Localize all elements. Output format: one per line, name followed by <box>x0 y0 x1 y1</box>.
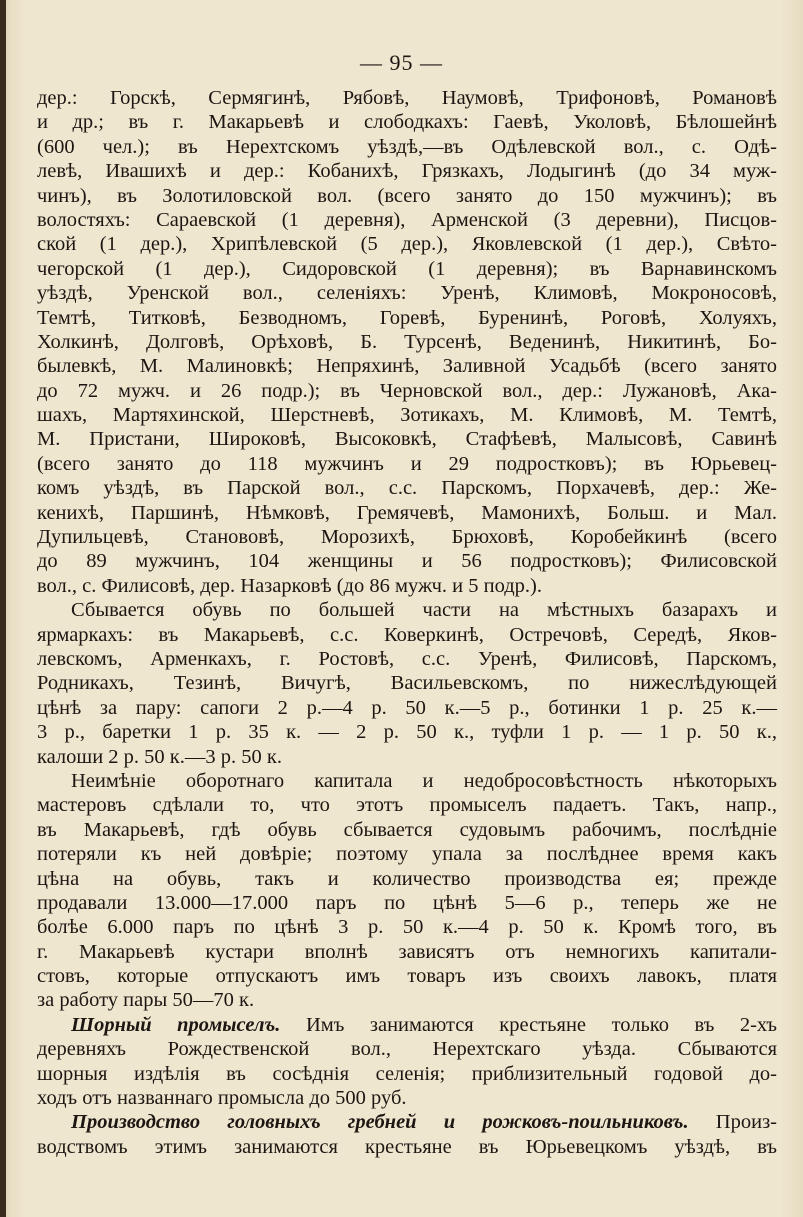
text-line: вол., с. Филисовѣ, дер. Назарковѣ (до 86 мужч. и 5 подр.). <box>37 574 543 597</box>
text-line: цѣна на обувь, такъ и количество производства ея; прежде <box>37 867 777 890</box>
text-line: кенихѣ, Паршинѣ, Нѣмковѣ, Гремячевѣ, Мамонихѣ, Больш. и Мал. <box>37 501 777 524</box>
text-line: Дупильцевѣ, Станововѣ, Морозихѣ, Брюховѣ, Коробейкинѣ (всего <box>37 526 777 549</box>
text-line: волостяхъ: Сараевской (1 деревня), Арменской (3 деревни), Писцов- <box>37 208 777 231</box>
text-line: былевкѣ, М. Малиновкѣ; Непряхинѣ, Заливной Усадьбѣ (всего занято <box>37 355 777 378</box>
section-heading-combs: Производство головныхъ гребней и рожковъ-поильниковъ. <box>71 1111 689 1134</box>
text-line: М. Пристани, Широковѣ, Высоковкѣ, Стафѣевѣ, Малысовѣ, Савинѣ <box>37 428 777 451</box>
text-line: (600 чел.); въ Нерехтскомъ уѣздѣ,—въ Одѣлевской вол., с. Одѣ- <box>37 135 777 158</box>
paragraph-sales <box>37 598 777 769</box>
section-heading-harness: Шорный промыселъ. <box>71 1013 281 1036</box>
text-line: чинъ), въ Золотиловской вол. (всего занято до 150 мужчинъ); въ <box>37 184 777 207</box>
text-line: за работу пары 50—70 к. <box>37 989 255 1012</box>
text-line: комъ уѣздѣ, въ Парской вол., с.с. Парскомъ, Порхачевѣ, дер.: Же- <box>37 477 777 500</box>
book-binding-edge <box>0 0 6 1217</box>
text-line: ярмаркахъ: въ Макарьевѣ, с.с. Коверкинѣ, Остречовѣ, Середѣ, Яков- <box>37 623 777 646</box>
text-line: ходъ отъ названнаго промысла до 500 руб. <box>37 1087 407 1110</box>
text-line: Сбывается обувь по большей части на мѣстныхъ базарахъ и <box>71 599 777 622</box>
text-line: шорныя издѣлія въ сосѣднія селенія; приблизительный годовой до- <box>37 1062 777 1085</box>
text-line: цѣнѣ за пару: сапоги 2 р.—4 р. 50 к.—5 р., ботинки 1 р. 25 к.— <box>37 696 777 719</box>
paragraph-harness-craft <box>37 1013 777 1111</box>
text-line: стовъ, которые отпускаютъ имъ товаръ изъ своихъ лавокъ, платя <box>37 965 777 988</box>
text-line: и др.; въ г. Макарьевѣ и слободкахъ: Гаевѣ, Уколовѣ, Бѣлошейнѣ <box>37 111 777 134</box>
text-line: калоши 2 р. 50 к.—3 р. 50 к. <box>37 745 282 768</box>
text-line: (всего занято до 118 мужчинъ и 29 подростковъ); въ Юрьевец- <box>37 452 777 475</box>
text-line: потеряли къ ней довѣріе; поэтому упала за послѣднее время какъ <box>37 843 777 866</box>
text-line: Темтѣ, Титковѣ, Безводномъ, Горевѣ, Буренинѣ, Роговѣ, Холуяхъ, <box>37 306 777 329</box>
page-body <box>37 86 777 1159</box>
text-line: Родникахъ, Тезинѣ, Вичугѣ, Васильевскомъ, по нижеслѣдующей <box>37 672 777 695</box>
text-line <box>37 1110 777 1134</box>
text-line: Неимѣніе оборотнаго капитала и недобросовѣстность нѣкоторыхъ <box>71 769 777 792</box>
paragraph-villages <box>37 86 777 598</box>
text-line: водствомъ этимъ занимаются крестьяне въ Юрьевецкомъ уѣздѣ, въ <box>37 1135 777 1158</box>
text-line: шахъ, Мартяхинской, Шерстневѣ, Зотикахъ, М. Климовѣ, М. Темтѣ, <box>37 404 777 427</box>
text-line: г. Макарьевѣ кустари вполнѣ зависятъ отъ немногихъ капитали- <box>37 940 777 963</box>
text-line: уѣздѣ, Уренской вол., селеніяхъ: Уренѣ, Климовѣ, Мокроносовѣ, <box>37 282 777 305</box>
text-line: мастеровъ сдѣлали то, что этотъ промыселъ падаетъ. Такъ, напр., <box>37 794 777 817</box>
text-fragment: Имъ занимаются крестьяне только въ 2-хъ <box>280 1013 777 1036</box>
text-line: до 89 мужчинъ, 104 женщины и 56 подростковъ); Филисовской <box>37 550 777 573</box>
text-line: левскомъ, Арменкахъ, г. Ростовѣ, с.с. Уренѣ, Филисовѣ, Парскомъ, <box>37 647 777 670</box>
text-line: дер.: Горскѣ, Сермягинѣ, Рябовѣ, Наумовѣ, Трифоновѣ, Романовѣ <box>37 87 777 109</box>
paragraph-decline <box>37 769 777 1013</box>
text-line: Холкинѣ, Долговѣ, Орѣховѣ, Б. Турсенѣ, Веденинѣ, Никитинѣ, Бо- <box>37 330 777 353</box>
text-line: до 72 мужч. и 26 подр.); въ Черновской вол., дер.: Лужановѣ, Ака- <box>37 379 777 402</box>
text-fragment: Произ- <box>688 1111 778 1134</box>
text-line: болѣе 6.000 паръ по цѣнѣ 3 р. 50 к.—4 р. 50 к. Кромѣ того, въ <box>37 916 777 939</box>
text-line: 3 р., баретки 1 р. 35 к. — 2 р. 50 к., туфли 1 р. — 1 р. 50 к., <box>37 721 777 744</box>
text-line: ской (1 дер.), Хрипѣлевской (5 дер.), Яковлевской (1 дер.), Свѣто- <box>37 233 777 256</box>
text-line: продавали 13.000—17.000 паръ по цѣнѣ 5—6 р., теперь же не <box>37 891 777 914</box>
text-line <box>37 1013 777 1037</box>
text-line: чегорской (1 дер.), Сидоровской (1 деревня); въ Варнавинскомъ <box>37 257 777 280</box>
text-line: деревняхъ Рождественской вол., Нерехтскаго уѣзда. Сбываются <box>37 1038 777 1061</box>
text-line: въ Макарьевѣ, гдѣ обувь сбывается судовымъ рабочимъ, послѣдніе <box>37 818 777 841</box>
paragraph-combs <box>37 1110 777 1159</box>
text-line: левѣ, Ивашихѣ и дер.: Кобанихѣ, Грязкахъ, Лодыгинѣ (до 34 муж- <box>37 160 777 183</box>
page-number: — 95 — <box>360 50 443 75</box>
